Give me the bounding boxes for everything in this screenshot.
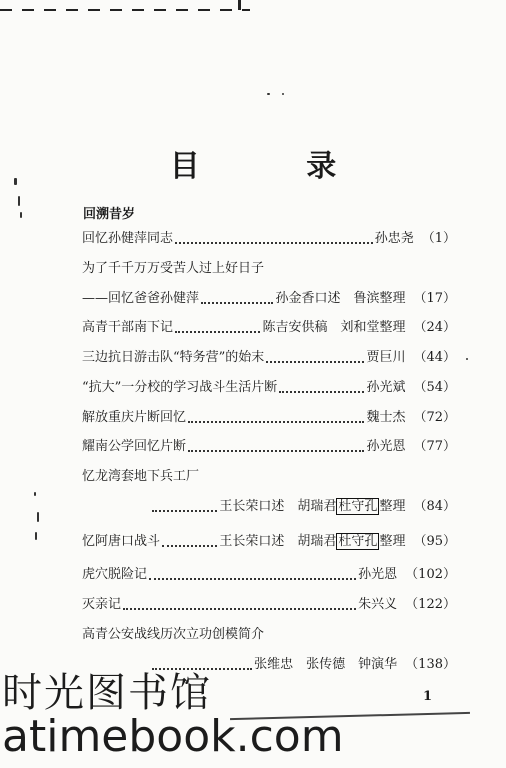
toc-entry: [82, 378, 456, 398]
entry-page: （72）: [413, 410, 456, 425]
entry-title: “抗大”一分校的学习战斗生活片断: [82, 380, 278, 395]
entry-title: 三边抗日游击队“特务营”的始末: [82, 350, 265, 365]
toc-entry: [150, 497, 456, 517]
entry-page: （138）: [405, 657, 456, 672]
dot-leader: [201, 302, 273, 304]
entry-page: （54）: [413, 380, 456, 395]
entry-page: （102）: [405, 567, 456, 582]
top-dashed-border: [0, 9, 250, 11]
boxed-name: 杜守孔: [338, 534, 378, 549]
dot-leader: [266, 361, 364, 363]
entry-title: 虎穴脱险记: [82, 567, 148, 582]
dot-leader: [188, 421, 364, 423]
watermark-line1: 时光图书馆: [2, 670, 212, 716]
toc-entry-title-line: 高青公安战线历次立功创模简介: [82, 627, 265, 642]
toc-entry: [82, 408, 456, 428]
dot-leader: [188, 450, 364, 452]
entry-title: 耀南公学回忆片断: [82, 439, 187, 454]
entry-title: ——回忆爸爸孙健萍: [82, 291, 200, 306]
toc-entry: [82, 289, 456, 309]
entry-author: 朱兴义: [358, 597, 398, 612]
page-number: 1: [423, 689, 433, 704]
entry-page: （84）: [413, 499, 456, 514]
entry-author: 孙光恩: [366, 439, 406, 454]
entry-page: （77）: [413, 439, 456, 454]
toc-entry-title-line: 忆龙湾套地下兵工厂: [82, 469, 200, 484]
entry-page: （95）: [413, 534, 456, 549]
watermark-line2: atimebook.com: [2, 711, 344, 762]
top-mark: [238, 0, 241, 10]
toc-entry: [82, 565, 456, 585]
entry-page: （1）: [421, 231, 456, 246]
boxed-name: 杜守孔: [338, 499, 378, 514]
page-title: 目 录: [169, 149, 385, 184]
dot-leader: [162, 545, 217, 547]
dot-leader: [279, 391, 364, 393]
entry-page: （24）: [413, 320, 456, 335]
entry-title: 忆阿唐口战斗: [82, 534, 161, 549]
section-heading: 回溯昔岁: [83, 207, 136, 222]
dot-leader: [175, 331, 260, 333]
watermark: [0, 655, 506, 768]
entry-author: 魏士杰: [366, 410, 406, 425]
entry-author: 孙忠尧: [374, 231, 414, 246]
entry-author: 张维忠 张传德 钟演华: [254, 657, 398, 672]
entry-page: （44）: [413, 350, 456, 365]
entry-page: （122）: [405, 597, 456, 612]
toc-entry: [82, 532, 456, 552]
entry-author: 王长荣口述 胡瑞君 杜守孔 整理: [219, 534, 406, 549]
dot-leader: [123, 608, 356, 610]
entry-author: 陈吉安供稿 刘和堂整理: [262, 320, 406, 335]
entry-author: 王长荣口述 胡瑞君 杜守孔 整理: [219, 499, 406, 514]
entry-author: 孙金香口述 鲁滨整理: [275, 291, 406, 306]
dot-leader: [149, 578, 356, 580]
toc-entry-title-line: 为了千千万万受苦人过上好日子: [82, 261, 265, 276]
entry-title: 回忆孙健萍同志: [82, 231, 174, 246]
dot-leader: [152, 510, 217, 512]
toc-entry: [82, 595, 456, 615]
toc-entry: [82, 229, 456, 249]
toc-entry: [82, 318, 456, 338]
entry-page: （17）: [413, 291, 456, 306]
toc-entry: [82, 348, 456, 368]
entry-author: 孙光恩: [358, 567, 398, 582]
entry-title: 解放重庆片断回忆: [82, 410, 187, 425]
dot-leader: [175, 242, 373, 244]
toc-entry: [82, 437, 456, 457]
entry-author: 贾巨川: [366, 350, 406, 365]
entry-title: 灭亲记: [82, 597, 122, 612]
entry-title: 高青干部南下记: [82, 320, 174, 335]
entry-author: 孙光斌: [366, 380, 406, 395]
